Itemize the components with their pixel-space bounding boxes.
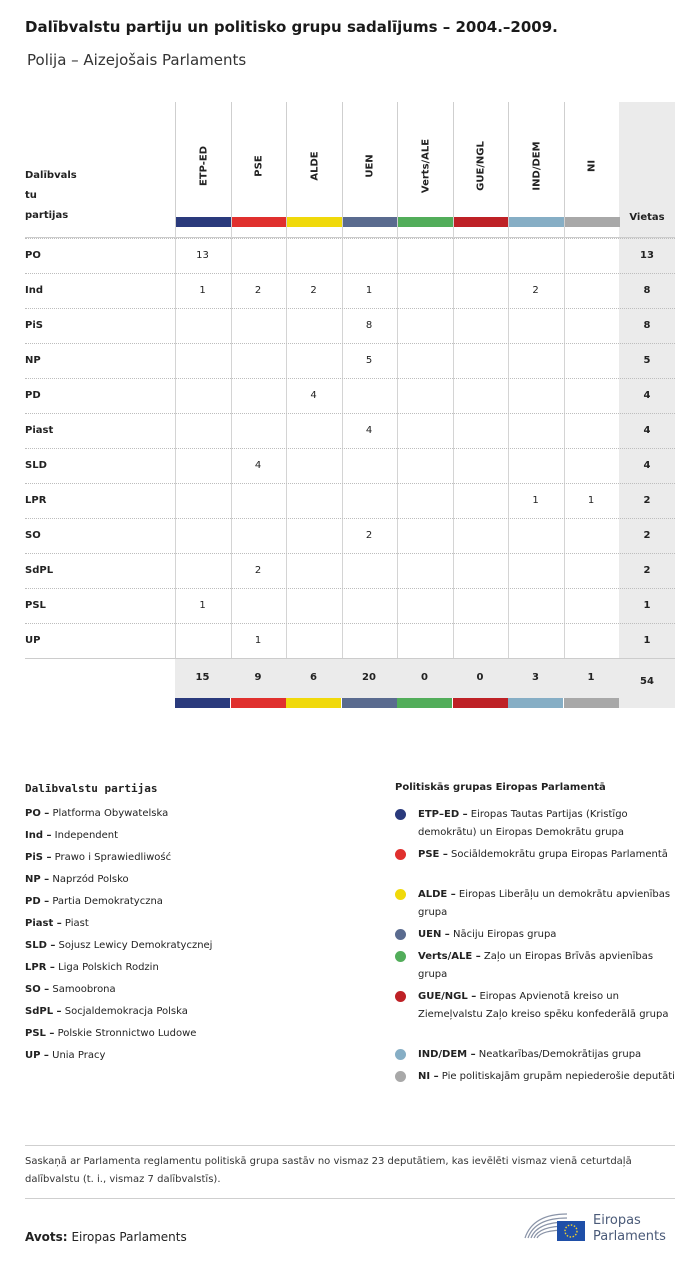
row-party-name: UP [25, 635, 41, 646]
group-legend-abbr: IND/DEM – [418, 1049, 476, 1060]
source-label: Avots: [25, 1230, 68, 1244]
row-seat-total: 4 [643, 390, 651, 401]
table-row [25, 308, 675, 344]
row-seat-total: 5 [643, 355, 651, 366]
group-legend-text [418, 948, 680, 984]
row-party-name: Ind [25, 285, 43, 296]
party-legend-abbr: Ind – [25, 830, 52, 841]
row-party-name: Piast [25, 425, 54, 436]
party-legend-abbr: SO – [25, 984, 50, 995]
group-color-dot [395, 1049, 406, 1060]
row-cell: 2 [310, 285, 317, 296]
table-row [25, 448, 675, 484]
group-color-dot [395, 809, 406, 820]
column-color-bar [398, 217, 453, 227]
party-legend-name: Polskie Stronnictwo Ludowe [57, 1028, 197, 1039]
party-legend-abbr: PSL – [25, 1028, 55, 1039]
row-party-name: PO [25, 250, 41, 261]
column-color-bar [287, 217, 342, 227]
group-legend-text [418, 988, 680, 1024]
column-header-0 [175, 102, 231, 227]
party-legend-name: Unia Pracy [52, 1050, 106, 1061]
row-cell: 8 [365, 320, 373, 331]
totals-divider [25, 658, 675, 659]
ep-logo [523, 1208, 683, 1246]
group-legend-abbr: Verts/ALE – [418, 951, 481, 962]
row-cell: 4 [365, 425, 373, 436]
group-legend-abbr: PSE – [418, 849, 448, 860]
party-legend-item [25, 896, 163, 907]
group-color-dot [395, 1071, 406, 1082]
group-legend-abbr: ALDE – [418, 889, 456, 900]
column-header-5 [453, 102, 509, 227]
party-legend-abbr: LPR – [25, 962, 55, 973]
group-legend-text [418, 1046, 680, 1064]
total-color-bar [286, 698, 341, 708]
row-party-name: PSL [25, 600, 46, 611]
party-legend-abbr: PO – [25, 808, 50, 819]
row-party-name: SLD [25, 460, 47, 471]
column-header-3 [342, 102, 398, 227]
footnote: Saskaņā ar Parlamenta reglamentu politiskā grupa sastāv no vismaz 23 deputātiem, kas ievēlēti vismaz vienā ceturtdaļā dalībvalstu (t. i., vismaz 7 dalībvalstīs). [25, 1156, 632, 1185]
row-party-name: SdPL [25, 565, 54, 576]
column-color-bar [343, 217, 398, 227]
party-legend-name: Sojusz Lewicy Demokratycznej [58, 940, 213, 951]
row-cell: 2 [254, 565, 262, 576]
row-party-name: SO [25, 530, 41, 541]
table-row [25, 343, 675, 379]
table-row [25, 483, 675, 519]
party-legend-name: Prawo i Sprawiedliwość [54, 852, 172, 863]
group-legend-name: Eiropas Tautas Partijas (Kristīgo demokrātu) un Eiropas Demokrātu grupa [418, 809, 628, 838]
row-party-name: NP [25, 355, 41, 366]
column-header-label: NI [586, 159, 598, 173]
row-cell: 5 [365, 355, 373, 366]
party-legend-name: Samoobrona [52, 984, 116, 995]
group-total: 0 [476, 672, 484, 683]
column-color-bar [454, 217, 509, 227]
party-legend-abbr: UP – [25, 1050, 49, 1061]
note-divider-top [25, 1145, 675, 1146]
column-header-label: GUE/NGL [475, 141, 487, 191]
ep-logo-icon [523, 1208, 587, 1246]
table-row [25, 238, 675, 274]
party-legend-name: Partia Demokratyczna [52, 896, 163, 907]
row-cell: 4 [254, 460, 262, 471]
row-cell: 2 [532, 285, 539, 296]
group-legend-text [418, 806, 680, 842]
column-color-bar [232, 217, 287, 227]
party-legend-item [25, 918, 89, 929]
group-total: 6 [310, 672, 317, 683]
group-legend-text [418, 1068, 680, 1086]
party-column-header: Dalībvals tu partijas [25, 170, 77, 221]
page-title: Dalībvalstu partiju un politisko grupu sadalījums – 2004.–2009. [25, 18, 558, 36]
row-cell: 1 [365, 285, 373, 296]
row-cell: 2 [254, 285, 262, 296]
row-cell: 1 [587, 495, 595, 506]
party-legend-abbr: SdPL – [25, 1006, 62, 1017]
table-row [25, 588, 675, 624]
group-legend-name: Zaļo un Eiropas Brīvās apvienības grupa [418, 951, 654, 980]
note-divider-bottom [25, 1198, 675, 1199]
party-legend-abbr: PD – [25, 896, 50, 907]
column-header-label: IND/DEM [531, 141, 542, 191]
group-total: 20 [362, 672, 376, 683]
party-legend-name: Piast [64, 918, 89, 929]
party-legend-name: Socjaldemokracja Polska [64, 1006, 188, 1017]
table-row [25, 623, 675, 659]
table-row [25, 413, 675, 449]
party-legend-item [25, 808, 168, 819]
row-party-name: PiS [25, 320, 43, 331]
row-seat-total: 8 [643, 285, 651, 296]
source-value: Eiropas Parlaments [71, 1230, 187, 1244]
total-color-bar [342, 698, 397, 708]
group-legend-abbr: ETP–ED – [418, 809, 468, 820]
party-legend-item [25, 940, 212, 951]
parties-legend-title: Dalībvalstu partijas [25, 782, 158, 795]
total-color-bar [231, 698, 286, 708]
group-color-dot [395, 929, 406, 940]
group-legend-text [418, 846, 680, 864]
party-legend-abbr: SLD – [25, 940, 56, 951]
group-legend-text [418, 886, 680, 922]
row-seat-total: 1 [643, 600, 651, 611]
group-legend-name: Eiropas Liberāļu un demokrātu apvienības grupa [418, 889, 671, 918]
row-seat-total: 2 [643, 530, 651, 541]
row-cell: 1 [532, 495, 539, 506]
party-legend-item [25, 962, 159, 973]
group-total: 1 [587, 672, 595, 683]
row-seat-total: 4 [643, 425, 651, 436]
group-color-dot [395, 991, 406, 1002]
column-header-2 [286, 102, 342, 227]
party-legend-item [25, 1050, 105, 1061]
group-legend-name: Pie politiskajām grupām nepiederošie deputāti [441, 1071, 675, 1082]
group-total: 3 [532, 672, 539, 683]
column-header-label: Verts/ALE [420, 138, 431, 194]
column-header-6 [508, 102, 564, 227]
group-legend-name: Nāciju Eiropas grupa [453, 929, 557, 940]
column-header-label: ALDE [309, 151, 320, 181]
group-legend-abbr: NI – [418, 1071, 439, 1082]
row-seat-total: 2 [643, 565, 651, 576]
total-color-bar [397, 698, 452, 708]
table-row [25, 518, 675, 554]
total-color-bar [508, 698, 563, 708]
ep-logo-line2: Parlaments [593, 1229, 666, 1244]
column-color-bar [565, 217, 620, 227]
group-color-dot [395, 889, 406, 900]
group-total: 9 [254, 672, 262, 683]
table-row [25, 273, 675, 309]
group-legend-name: Sociāldemokrātu grupa Eiropas Parlamentā [451, 849, 668, 860]
party-legend-name: Independent [54, 830, 119, 841]
party-legend-name: Liga Polskich Rodzin [58, 962, 159, 973]
row-seat-total: 1 [643, 635, 651, 646]
group-legend-name: Neatkarības/Demokrātijas grupa [478, 1049, 642, 1060]
column-header-label: UEN [364, 154, 376, 178]
table-row [25, 553, 675, 589]
group-total: 0 [421, 672, 428, 683]
group-legend-text [418, 926, 680, 944]
group-legend-abbr: GUE/NGL – [418, 991, 477, 1002]
table-row [25, 378, 675, 414]
column-header-4 [397, 102, 453, 227]
row-party-name: PD [25, 390, 41, 401]
row-seat-total: 13 [640, 250, 654, 261]
row-cell: 2 [365, 530, 373, 541]
row-seat-total: 2 [643, 495, 651, 506]
group-color-dot [395, 951, 406, 962]
column-header-1 [231, 102, 287, 227]
column-header-label: PSE [253, 155, 265, 177]
row-cell: 1 [199, 600, 206, 611]
row-cell: 1 [199, 285, 206, 296]
column-header-label: ETP-ED [198, 145, 209, 187]
group-legend-name: Eiropas Apvienotā kreiso un Ziemeļvalstu Zaļo kreiso spēku konfederālā grupa [418, 991, 669, 1020]
source-line [25, 1230, 187, 1244]
column-color-bar [509, 217, 564, 227]
party-legend-name: Naprzód Polsko [52, 874, 129, 885]
group-color-dot [395, 849, 406, 860]
party-legend-item [25, 1028, 196, 1039]
party-legend-abbr: Piast – [25, 918, 62, 929]
column-header-7 [564, 102, 620, 227]
party-legend-item [25, 852, 171, 863]
total-color-bar [453, 698, 508, 708]
seats-column-header: Vietas [629, 212, 665, 223]
page-subtitle: Polija – Aizejošais Parlaments [27, 51, 247, 69]
ep-logo-line1: Eiropas [593, 1213, 641, 1228]
group-legend-abbr: UEN – [418, 929, 450, 940]
row-cell: 4 [310, 390, 317, 401]
groups-legend-title: Politiskās grupas Eiropas Parlamentā [395, 782, 606, 793]
grand-total: 54 [640, 676, 654, 687]
row-seat-total: 8 [643, 320, 651, 331]
group-total: 15 [195, 672, 210, 683]
total-color-bar [175, 698, 230, 708]
party-legend-item [25, 984, 116, 995]
row-party-name: LPR [25, 495, 47, 506]
party-legend-name: Platforma Obywatelska [52, 808, 169, 819]
total-color-bar [564, 698, 619, 708]
party-legend-item [25, 830, 118, 841]
party-legend-item [25, 874, 129, 885]
row-seat-total: 4 [643, 460, 651, 471]
party-legend-abbr: PiS – [25, 852, 52, 863]
party-legend-abbr: NP – [25, 874, 50, 885]
party-legend-item [25, 1006, 188, 1017]
column-color-bar [176, 217, 231, 227]
row-cell: 1 [254, 635, 262, 646]
row-cell: 13 [196, 250, 209, 261]
